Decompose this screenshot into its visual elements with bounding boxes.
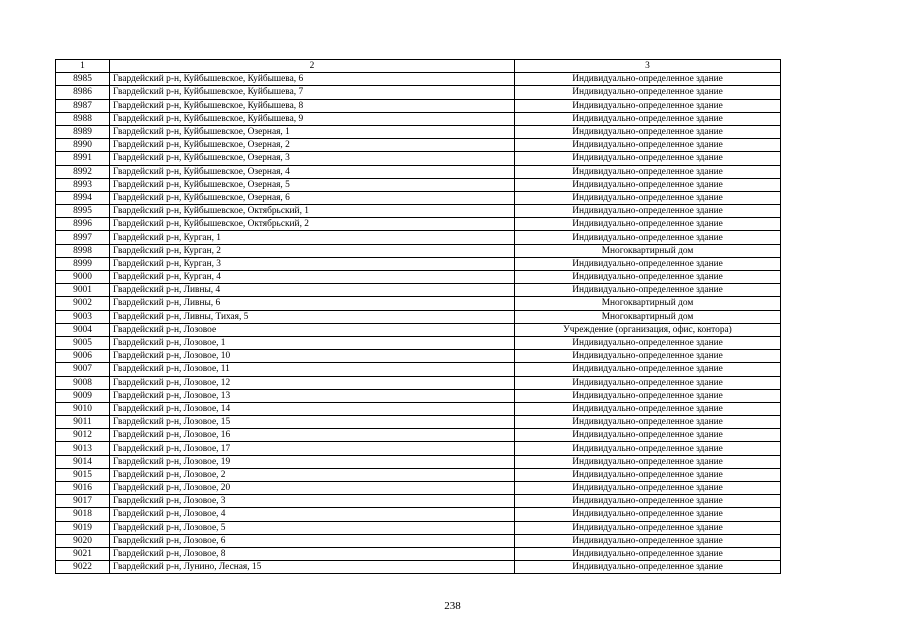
row-number: 9015 [56,468,110,481]
row-object-type: Индивидуально-определенное здание [515,429,781,442]
table-row [56,205,781,218]
table-row [56,125,781,138]
row-number: 9018 [56,508,110,521]
table-row [56,86,781,99]
row-address: Гвардейский р-н, Куйбышевское, Озерная, 4 [110,165,515,178]
row-number: 8994 [56,191,110,204]
row-number: 9020 [56,534,110,547]
row-address: Гвардейский р-н, Куйбышевское, Озерная, 3 [110,152,515,165]
table-row [56,389,781,402]
row-number: 8998 [56,244,110,257]
row-object-type: Индивидуально-определенное здание [515,482,781,495]
row-object-type: Индивидуально-определенное здание [515,231,781,244]
table-row [56,336,781,349]
table-row [56,297,781,310]
table-row [56,455,781,468]
table-row [56,178,781,191]
table-row [56,284,781,297]
row-address: Гвардейский р-н, Лозовое, 10 [110,350,515,363]
row-object-type: Многоквартирный дом [515,310,781,323]
row-address: Гвардейский р-н, Лозовое, 12 [110,376,515,389]
row-address: Гвардейский р-н, Лозовое, 15 [110,416,515,429]
registry-table [55,59,781,574]
table-row [56,376,781,389]
row-object-type: Учреждение (организация, офис, контора) [515,323,781,336]
row-number: 8997 [56,231,110,244]
row-object-type: Индивидуально-определенное здание [515,112,781,125]
row-number: 9003 [56,310,110,323]
table-row [56,482,781,495]
row-object-type: Многоквартирный дом [515,244,781,257]
table-row [56,521,781,534]
table-row [56,547,781,560]
row-address: Гвардейский р-н, Куйбышевское, Куйбышева, 9 [110,112,515,125]
row-number: 9002 [56,297,110,310]
row-object-type: Индивидуально-определенное здание [515,547,781,560]
table-row [56,323,781,336]
row-address: Гвардейский р-н, Курган, 1 [110,231,515,244]
table-row [56,73,781,86]
row-address: Гвардейский р-н, Лозовое, 1 [110,336,515,349]
row-number: 8990 [56,139,110,152]
row-address: Гвардейский р-н, Куйбышевское, Озерная, 5 [110,178,515,191]
page-number: 238 [444,600,461,612]
row-address: Гвардейский р-н, Лозовое, 6 [110,534,515,547]
row-number: 8991 [56,152,110,165]
row-object-type: Индивидуально-определенное здание [515,350,781,363]
row-address: Гвардейский р-н, Лозовое, 17 [110,442,515,455]
row-address: Гвардейский р-н, Куйбышевское, Куйбышева, 7 [110,86,515,99]
table-row [56,363,781,376]
row-object-type: Индивидуально-определенное здание [515,152,781,165]
row-object-type: Индивидуально-определенное здание [515,455,781,468]
row-address: Гвардейский р-н, Лозовое, 11 [110,363,515,376]
row-address: Гвардейский р-н, Лозовое, 2 [110,468,515,481]
row-object-type: Многоквартирный дом [515,297,781,310]
row-address: Гвардейский р-н, Курган, 3 [110,257,515,270]
table-row [56,429,781,442]
table-body [56,73,781,574]
row-address: Гвардейский р-н, Курган, 4 [110,271,515,284]
row-number: 9005 [56,336,110,349]
row-number: 9012 [56,429,110,442]
row-number: 9001 [56,284,110,297]
table-row [56,271,781,284]
row-number: 9007 [56,363,110,376]
table-row [56,495,781,508]
row-object-type: Индивидуально-определенное здание [515,165,781,178]
row-object-type: Индивидуально-определенное здание [515,416,781,429]
row-object-type: Индивидуально-определенное здание [515,402,781,415]
row-number: 9021 [56,547,110,560]
table-row [56,257,781,270]
row-object-type: Индивидуально-определенное здание [515,284,781,297]
table-row [56,508,781,521]
row-address: Гвардейский р-н, Лунино, Лесная, 15 [110,561,515,574]
row-address: Гвардейский р-н, Лозовое, 20 [110,482,515,495]
row-object-type: Индивидуально-определенное здание [515,561,781,574]
row-number: 8985 [56,73,110,86]
row-object-type: Индивидуально-определенное здание [515,521,781,534]
row-object-type: Индивидуально-определенное здание [515,442,781,455]
row-number: 8993 [56,178,110,191]
row-object-type: Индивидуально-определенное здание [515,191,781,204]
row-address: Гвардейский р-н, Куйбышевское, Озерная, 2 [110,139,515,152]
row-object-type: Индивидуально-определенное здание [515,363,781,376]
row-number: 9019 [56,521,110,534]
row-object-type: Индивидуально-определенное здание [515,178,781,191]
row-number: 8996 [56,218,110,231]
table-row [56,402,781,415]
row-address: Гвардейский р-н, Лозовое, 13 [110,389,515,402]
table-row [56,218,781,231]
row-object-type: Индивидуально-определенное здание [515,125,781,138]
row-number: 8987 [56,99,110,112]
row-number: 8992 [56,165,110,178]
row-number: 9013 [56,442,110,455]
row-address: Гвардейский р-н, Лозовое, 19 [110,455,515,468]
table-row [56,534,781,547]
table-row [56,416,781,429]
header-col-2: 2 [110,60,515,73]
table-row [56,139,781,152]
table-row [56,99,781,112]
header-row [56,60,781,73]
row-number: 9011 [56,416,110,429]
table-row [56,468,781,481]
row-object-type: Индивидуально-определенное здание [515,86,781,99]
table-header [56,60,781,73]
row-number: 8999 [56,257,110,270]
table-row [56,561,781,574]
row-address: Гвардейский р-н, Ливны, 6 [110,297,515,310]
table-row [56,310,781,323]
row-number: 9016 [56,482,110,495]
row-number: 9017 [56,495,110,508]
row-object-type: Индивидуально-определенное здание [515,376,781,389]
row-address: Гвардейский р-н, Куйбышевское, Октябрьский, 1 [110,205,515,218]
row-number: 9000 [56,271,110,284]
row-number: 9006 [56,350,110,363]
row-object-type: Индивидуально-определенное здание [515,218,781,231]
row-address: Гвардейский р-н, Лозовое, 3 [110,495,515,508]
row-number: 8986 [56,86,110,99]
row-address: Гвардейский р-н, Куйбышевское, Куйбышева, 8 [110,99,515,112]
row-address: Гвардейский р-н, Куйбышевское, Озерная, 6 [110,191,515,204]
table-row [56,191,781,204]
table-row [56,152,781,165]
row-object-type: Индивидуально-определенное здание [515,99,781,112]
table-row [56,165,781,178]
row-object-type: Индивидуально-определенное здание [515,257,781,270]
row-object-type: Индивидуально-определенное здание [515,139,781,152]
row-address: Гвардейский р-н, Куйбышевское, Озерная, 1 [110,125,515,138]
row-address: Гвардейский р-н, Лозовое, 4 [110,508,515,521]
row-object-type: Индивидуально-определенное здание [515,205,781,218]
row-number: 8995 [56,205,110,218]
header-col-1: 1 [56,60,110,73]
row-number: 9010 [56,402,110,415]
row-object-type: Индивидуально-определенное здание [515,336,781,349]
row-object-type: Индивидуально-определенное здание [515,534,781,547]
row-object-type: Индивидуально-определенное здание [515,271,781,284]
row-object-type: Индивидуально-определенное здание [515,73,781,86]
header-col-3: 3 [515,60,781,73]
row-address: Гвардейский р-н, Куйбышевское, Октябрьский, 2 [110,218,515,231]
row-number: 9004 [56,323,110,336]
table-row [56,231,781,244]
table-row [56,244,781,257]
row-address: Гвардейский р-н, Лозовое, 8 [110,547,515,560]
row-address: Гвардейский р-н, Лозовое, 16 [110,429,515,442]
row-address: Гвардейский р-н, Лозовое, 14 [110,402,515,415]
row-address: Гвардейский р-н, Куйбышевское, Куйбышева, 6 [110,73,515,86]
row-object-type: Индивидуально-определенное здание [515,468,781,481]
row-address: Гвардейский р-н, Лозовое [110,323,515,336]
table-row [56,112,781,125]
row-number: 8988 [56,112,110,125]
row-address: Гвардейский р-н, Ливны, 4 [110,284,515,297]
row-object-type: Индивидуально-определенное здание [515,508,781,521]
row-address: Гвардейский р-н, Лозовое, 5 [110,521,515,534]
table-row [56,350,781,363]
row-object-type: Индивидуально-определенное здание [515,495,781,508]
row-number: 8989 [56,125,110,138]
row-address: Гвардейский р-н, Курган, 2 [110,244,515,257]
row-number: 9008 [56,376,110,389]
row-number: 9022 [56,561,110,574]
row-number: 9014 [56,455,110,468]
row-address: Гвардейский р-н, Ливны, Тихая, 5 [110,310,515,323]
table-row [56,442,781,455]
row-object-type: Индивидуально-определенное здание [515,389,781,402]
row-number: 9009 [56,389,110,402]
